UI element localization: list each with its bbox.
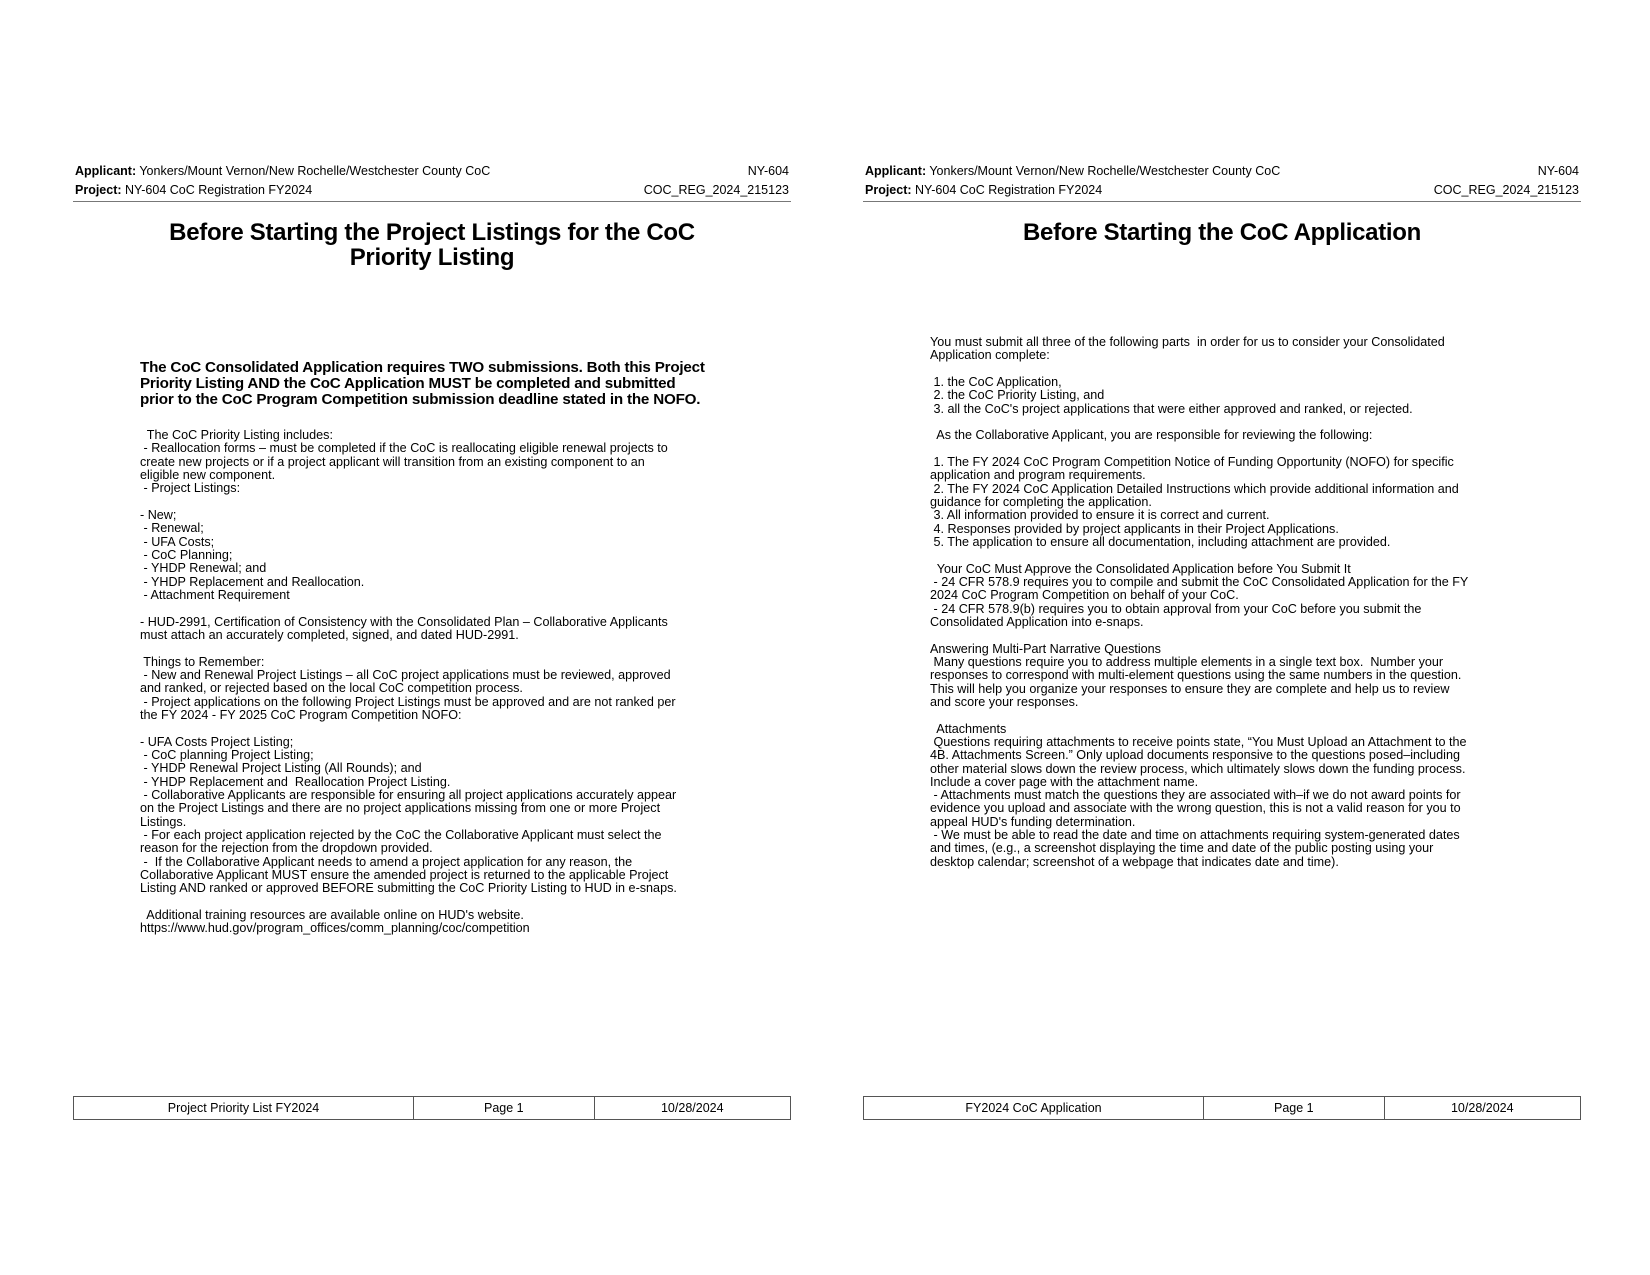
text-line: 5. The application to ensure all documentation, including attachment are provided. xyxy=(930,534,1391,549)
page-project-priority-listing xyxy=(73,0,791,1275)
text-line: 2. the CoC Priority Listing, and xyxy=(930,388,1105,403)
text-line: - 24 CFR 578.9(b) requires you to obtain approval from your CoC before you submit the xyxy=(930,601,1422,616)
text-line xyxy=(140,642,677,655)
text-line: Questions requiring attachments to receive points state, “You Must Upload an Attachment to the xyxy=(930,734,1467,749)
registration-id: COC_REG_2024_215123 xyxy=(1433,183,1579,197)
header-divider xyxy=(863,201,1581,202)
text-line: 2. The FY 2024 CoC Application Detailed Instructions which provide additional information and xyxy=(930,481,1459,496)
notice-line: The CoC Consolidated Application requires TWO submissions. Both this Project xyxy=(140,359,705,376)
footer-table xyxy=(73,1096,791,1120)
applicant-name: Yonkers/Mount Vernon/New Rochelle/Westchester County CoC xyxy=(139,164,491,178)
text-line: eligible new component. xyxy=(140,467,276,482)
footer-document-name: FY2024 CoC Application xyxy=(864,1097,1204,1119)
text-line: Your CoC Must Approve the Consolidated Application before You Submit It xyxy=(930,561,1351,576)
page-title xyxy=(863,220,1581,245)
text-line: - Reallocation forms – must be completed if the CoC is reallocating eligible renewal projects to xyxy=(140,441,668,456)
text-line: desktop calendar; screenshot of a webpage that indicates date and time). xyxy=(930,854,1339,869)
text-line: 4. Responses provided by project applicants in their Project Applications. xyxy=(930,521,1339,536)
body-text xyxy=(930,336,1468,869)
title-line: Before Starting the Project Listings for the CoC xyxy=(169,219,695,246)
project-line xyxy=(75,183,789,198)
project-line xyxy=(865,183,1579,198)
text-line: and score your responses. xyxy=(930,694,1079,709)
text-line xyxy=(140,895,677,908)
text-line: This will help you organize your responses to ensure they are complete and help us to review xyxy=(930,681,1450,696)
text-line: - UFA Costs Project Listing; xyxy=(140,734,294,749)
title-line: Before Starting the CoC Application xyxy=(1023,219,1421,246)
body-text xyxy=(140,429,677,935)
project-name: NY-604 CoC Registration FY2024 xyxy=(125,183,313,197)
project-label: Project: xyxy=(865,183,912,197)
text-line: - Renewal; xyxy=(140,521,204,536)
text-line xyxy=(930,709,1468,722)
text-line: You must submit all three of the following parts in order for us to consider your Consolidated xyxy=(930,335,1445,349)
title-line: Priority Listing xyxy=(349,244,515,271)
applicant-name: Yonkers/Mount Vernon/New Rochelle/Westchester County CoC xyxy=(929,164,1281,178)
notice-line: prior to the CoC Program Competition submission deadline stated in the NOFO. xyxy=(140,391,701,408)
text-line xyxy=(930,549,1468,562)
text-line: 3. all the CoC's project applications that were either approved and ranked, or rejected. xyxy=(930,401,1413,416)
text-line xyxy=(140,602,677,615)
text-line: guidance for completing the application. xyxy=(930,494,1152,509)
text-line: - HUD-2991, Certification of Consistency with the Consolidated Plan – Collaborative Applicants xyxy=(140,614,668,629)
footer-page-number: Page 1 xyxy=(414,1097,595,1119)
text-line: - CoC Planning; xyxy=(140,547,233,562)
page-coc-application xyxy=(863,0,1581,1275)
coc-code: NY-604 xyxy=(1537,164,1579,178)
text-line: appeal HUD's funding determination. xyxy=(930,814,1136,829)
text-line xyxy=(930,416,1468,429)
text-line: application and program requirements. xyxy=(930,468,1146,483)
notice-line: Priority Listing AND the CoC Application MUST be completed and submitted xyxy=(140,375,676,392)
text-line: evidence you upload and associate with the wrong question, this is not a valid reason for you to xyxy=(930,801,1461,816)
text-line: - For each project application rejected by the CoC the Collaborative Applicant must select the xyxy=(140,827,662,842)
text-line: - YHDP Renewal; and xyxy=(140,561,267,576)
text-line: - New; xyxy=(140,507,177,522)
text-line: - New and Renewal Project Listings – all CoC project applications must be reviewed, approved xyxy=(140,667,671,682)
text-line: and ranked, or rejected based on the local CoC competition process. xyxy=(140,681,523,696)
text-line xyxy=(930,363,1468,376)
text-line: Consolidated Application into e-snaps. xyxy=(930,614,1144,629)
footer-document-name: Project Priority List FY2024 xyxy=(74,1097,414,1119)
text-line: and times, (e.g., a screenshot displaying the time and date of the public posting using your xyxy=(930,841,1434,856)
text-line: The CoC Priority Listing includes: xyxy=(140,428,333,442)
text-line: 1. The FY 2024 CoC Program Competition Notice of Funding Opportunity (NOFO) for specific xyxy=(930,454,1454,469)
text-line: - Project Listings: xyxy=(140,481,241,496)
text-line xyxy=(930,629,1468,642)
text-line: 1. the CoC Application, xyxy=(930,374,1062,389)
text-line: Answering Multi-Part Narrative Questions xyxy=(930,641,1161,656)
text-line: the FY 2024 - FY 2025 CoC Program Competition NOFO: xyxy=(140,707,462,722)
text-line: 2024 CoC Program Competition on behalf of your CoC. xyxy=(930,588,1239,603)
text-line: Additional training resources are available online on HUD's website. xyxy=(140,907,524,922)
coc-code: NY-604 xyxy=(747,164,789,178)
page-title xyxy=(73,220,791,270)
text-line: - Project applications on the following Project Listings must be approved and are not ranked per xyxy=(140,694,676,709)
text-line: https://www.hud.gov/program_offices/comm_planning/coc/competition xyxy=(140,921,530,936)
header-divider xyxy=(73,201,791,202)
text-line: - We must be able to read the date and time on attachments requiring system-generated dates xyxy=(930,828,1460,843)
text-line: create new projects or if a project applicant will transition from an existing component to an xyxy=(140,454,645,469)
project-label: Project: xyxy=(75,183,122,197)
text-line: on the Project Listings and there are no project applications missing from one or more Project xyxy=(140,801,661,816)
applicant-line xyxy=(75,164,789,179)
text-line: - YHDP Replacement and Reallocation Project Listing. xyxy=(140,774,451,789)
text-line: reason for the rejection from the dropdown provided. xyxy=(140,841,433,856)
text-line: Listings. xyxy=(140,814,187,829)
text-line: 4B. Attachments Screen.” Only upload documents responsive to the questions posed–including xyxy=(930,748,1460,763)
registration-id: COC_REG_2024_215123 xyxy=(643,183,789,197)
text-line: Collaborative Applicant MUST ensure the amended project is returned to the applicable Project xyxy=(140,867,669,882)
text-line xyxy=(140,722,677,735)
text-line: responses to correspond with multi-element questions using the same numbers in the question. xyxy=(930,668,1462,683)
text-line: Many questions require you to address multiple elements in a single text box. Number your xyxy=(930,654,1444,669)
footer-page-number: Page 1 xyxy=(1204,1097,1385,1119)
text-line: - Attachments must match the questions they are associated with–if we do not award points for xyxy=(930,788,1461,803)
footer-table xyxy=(863,1096,1581,1120)
text-line xyxy=(930,443,1468,456)
text-line: - YHDP Renewal Project Listing (All Rounds); and xyxy=(140,761,422,776)
text-line xyxy=(140,496,677,509)
text-line: Include a cover page with the attachment name. xyxy=(930,774,1199,789)
footer-date: 10/28/2024 xyxy=(660,1101,724,1115)
bold-notice xyxy=(140,360,705,408)
text-line: other material slows down the review process, which ultimately slows down the funding process. xyxy=(930,761,1466,776)
text-line: - Attachment Requirement xyxy=(140,587,290,602)
text-line: Things to Remember: xyxy=(140,654,265,669)
text-line: As the Collaborative Applicant, you are responsible for reviewing the following: xyxy=(930,428,1373,443)
text-line: - Collaborative Applicants are responsible for ensuring all project applications accurately appear xyxy=(140,787,677,802)
text-line: 3. All information provided to ensure it is correct and current. xyxy=(930,508,1270,523)
text-line: - If the Collaborative Applicant needs to amend a project application for any reason, the xyxy=(140,854,633,869)
text-line: - CoC planning Project Listing; xyxy=(140,747,314,762)
footer-date: 10/28/2024 xyxy=(1450,1101,1514,1115)
text-line: Attachments xyxy=(930,721,1007,736)
text-line: - YHDP Replacement and Reallocation. xyxy=(140,574,365,589)
text-line: must attach an accurately completed, signed, and dated HUD-2991. xyxy=(140,627,519,642)
project-name: NY-604 CoC Registration FY2024 xyxy=(915,183,1103,197)
applicant-label: Applicant: xyxy=(75,164,137,178)
text-line: - 24 CFR 578.9 requires you to compile and submit the CoC Consolidated Application for the FY xyxy=(930,574,1469,589)
applicant-label: Applicant: xyxy=(865,164,927,178)
text-line: - UFA Costs; xyxy=(140,534,215,549)
applicant-line xyxy=(865,164,1579,179)
text-line: Listing AND ranked or approved BEFORE submitting the CoC Priority Listing to HUD in e-snaps. xyxy=(140,881,677,896)
text-line: Application complete: xyxy=(930,348,1050,363)
